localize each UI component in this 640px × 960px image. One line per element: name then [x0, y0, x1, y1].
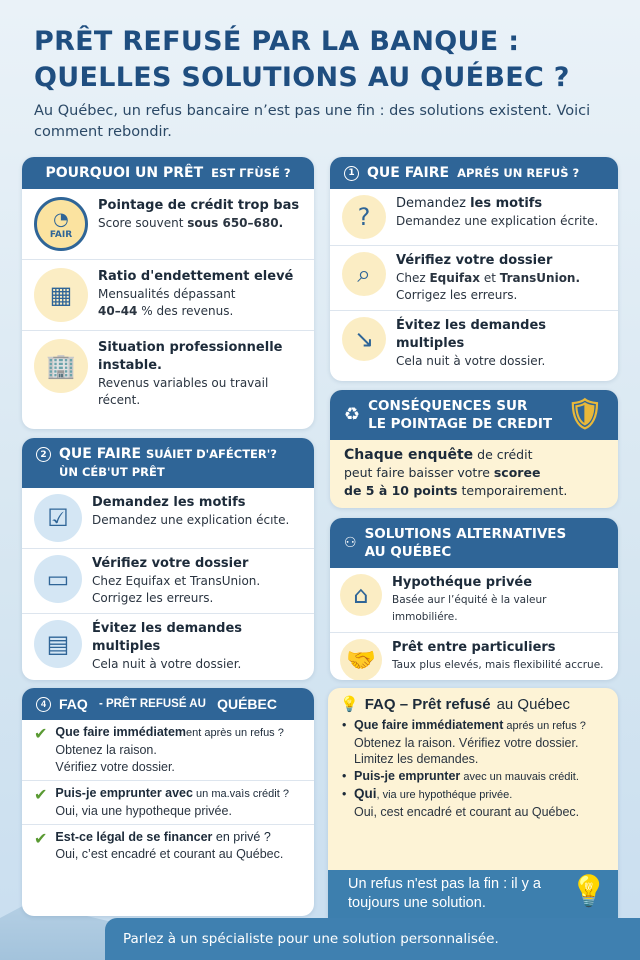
faq-question: • Puis-je emprunter avec un mauvais crédit. [340, 768, 606, 785]
header-line: SOLUTIONS ALTERNATIVES [364, 526, 567, 542]
item-desc: Demandez une explication écıte. [92, 513, 290, 527]
title-line-2: QUELLES SOLUTIONS AU QUÉBEC ? [34, 62, 570, 93]
faq-item [22, 825, 314, 867]
document-check-icon: ☑ [34, 494, 82, 542]
recycle-icon: ♻ [344, 404, 361, 425]
header-text: QUE FAIRE [59, 446, 142, 462]
faq-item [22, 720, 314, 781]
item-desc: Cela nuit à votre dossier. [396, 354, 546, 368]
item-desc: Score souvent sous 650–680. [98, 216, 284, 230]
card-header [22, 688, 314, 720]
header-text: QUE FAIRE [367, 165, 450, 181]
why-refused-card [22, 157, 314, 429]
section-2-card [22, 438, 314, 680]
faq-answer: Obtenez la raison. Vérifiez votre dossier. [55, 743, 175, 774]
item-title: Vérifiez votre dossier [396, 253, 553, 268]
item-title: Demandez les motifs [396, 196, 543, 211]
item-title: Évitez les demandes multiples [396, 318, 547, 351]
item-desc: Taux plus elevés, mais flexibilité accrue. [392, 659, 604, 671]
item-title: Pointage de crédit trop bas [98, 198, 300, 213]
faq-left-card [22, 688, 314, 916]
faq-question: Est-ce légal de se financer en privé ? [55, 830, 271, 844]
chart-down-icon: ↘ [342, 317, 386, 361]
list-item [22, 614, 314, 679]
gauge-icon: ◔ FAIR [34, 197, 88, 251]
item-desc: Basée aur l’équité è la valeur immobiliére. [392, 594, 547, 623]
page-title [34, 24, 624, 96]
list-item [330, 246, 618, 311]
credit-card-icon: ▭ [34, 555, 82, 603]
cta-text[interactable]: Parlez à un spécialiste pour une solution personnalisée. [123, 931, 499, 947]
after-refusal-card [330, 157, 618, 381]
step-number: 2 [36, 447, 51, 462]
title-line-1: PRÊT REFUSÉ PAR LA BANQUE : [34, 26, 520, 57]
list-item [22, 488, 314, 549]
list-item [330, 311, 618, 376]
cta-banner[interactable] [105, 918, 640, 960]
shield-key-icon: 🛡 [565, 397, 604, 432]
magnifier-icon: ⌕ [342, 252, 386, 296]
people-icon: ⚇ [344, 535, 357, 551]
check-icon: ✔ [34, 726, 48, 743]
faq-answer: • Qui, via ure hypothéque privée. [340, 786, 606, 803]
gauge-label: FAIR [49, 229, 73, 240]
header-text-small: - PRÊT REFUSÉ AU [95, 698, 210, 710]
list-item [330, 568, 618, 633]
card-header [330, 157, 618, 189]
item-desc: Demandez une explication écrite. [396, 214, 599, 228]
item-title: Évitez les demandes multiples [92, 621, 243, 654]
header-line: AU QUÉBEC [364, 544, 452, 560]
handshake-icon: 🤝 [340, 639, 382, 680]
item-title: Situation professionnelle instable. [98, 340, 283, 373]
faq-answer: Oui, cest encadré et courant au Québec. [354, 805, 580, 819]
header-text: FAQ [59, 696, 88, 712]
closing-text: Un refus n'est pas la fin : il y a toujours une solution. [348, 876, 541, 911]
list-item [330, 633, 618, 680]
faq-answer: Obtenez la raison. Vérifiez votre dossier. Limitez les demandes. [354, 736, 579, 766]
faq-question: Que faire immédiatement après un refus ? [55, 725, 284, 739]
list-item [22, 331, 314, 417]
check-icon: ✔ [34, 787, 48, 804]
item-desc: Cela nuit à votre dossier. [92, 657, 242, 671]
consequences-text: Chaque enquête de crédit peut faire baisser votre scoree de 5 à 10 points temporairement. [344, 447, 568, 498]
spreadsheet-icon: ▤ [34, 620, 82, 668]
faq-item [22, 781, 314, 825]
item-desc: Mensualités dépassant 40–44 % des revenus. [98, 287, 236, 318]
faq-right-title: 💡 FAQ – Prêt refusé au Québec [340, 695, 570, 713]
lightbulb-coins-icon: 💡 [570, 874, 608, 909]
consequences-card [330, 390, 618, 508]
phone-question-icon: ? [342, 195, 386, 239]
header-text-small: EST ΓFÙSÉ ? [211, 166, 291, 180]
header-text-small: APRÉS UN REFUS̀ ? [457, 166, 580, 180]
office-money-icon: 🏢 [34, 339, 88, 393]
lightbulb-icon: 💡 [340, 696, 359, 713]
solutions-card [330, 518, 618, 680]
faq-answer: Oui, via une hypotheque privée. [55, 804, 232, 818]
item-title: Demandez les motifs [92, 495, 246, 510]
item-title: Vérifiez votre dossier [92, 556, 249, 571]
list-item [330, 189, 618, 246]
header-text: POURQUOI UN PRÊT [45, 165, 204, 181]
header-text: QUÉBEC [217, 696, 277, 712]
card-header [22, 157, 314, 189]
card-header [330, 390, 618, 440]
header-text-small: SUÁIET D'AFÉCTER'? [145, 447, 277, 461]
item-title: Hypothéque privée [392, 575, 533, 590]
card-header [330, 518, 618, 568]
card-header [22, 438, 314, 488]
item-title: Prêt entre particuliers [392, 640, 556, 655]
house-icon: ⌂ [340, 574, 382, 616]
list-item [22, 260, 314, 331]
list-item [22, 189, 314, 260]
faq-right-list [328, 717, 618, 870]
subtitle: Au Québec, un refus bancaire n’est pas une fin : des solutions existent. Voici comment rebondir. [34, 103, 591, 140]
faq-question: Puis-je emprunter avec un ma.vaìs crédit ? [55, 786, 289, 800]
calculator-icon: ▦ [34, 268, 88, 322]
faq-question: • Que faire immédiatement aprés un refus ? [340, 717, 606, 734]
item-desc: Chez Equifax et TransUnion. Corrigez les erreurs. [92, 574, 261, 605]
item-desc: Revenus variables ou travail récent. [98, 376, 269, 407]
header-line: LE POINTAGE DE CREDIT [368, 416, 553, 432]
faq-answer: Oui, c’est encadré et courant au Québec. [55, 847, 284, 861]
header-text-line2: ÙN CÉB'UT PRÊT [59, 465, 165, 479]
step-number: 4 [36, 697, 51, 712]
step-number: 1 [344, 166, 359, 181]
check-icon: ✔ [34, 831, 48, 848]
item-title: Ratio d'endettement elevé [98, 269, 294, 284]
item-desc: Chez Equifax et TransUnion. Corrigez les erreurs. [396, 271, 581, 302]
list-item [22, 549, 314, 614]
header-line: CONSÉQUENCES SUR [368, 398, 528, 414]
